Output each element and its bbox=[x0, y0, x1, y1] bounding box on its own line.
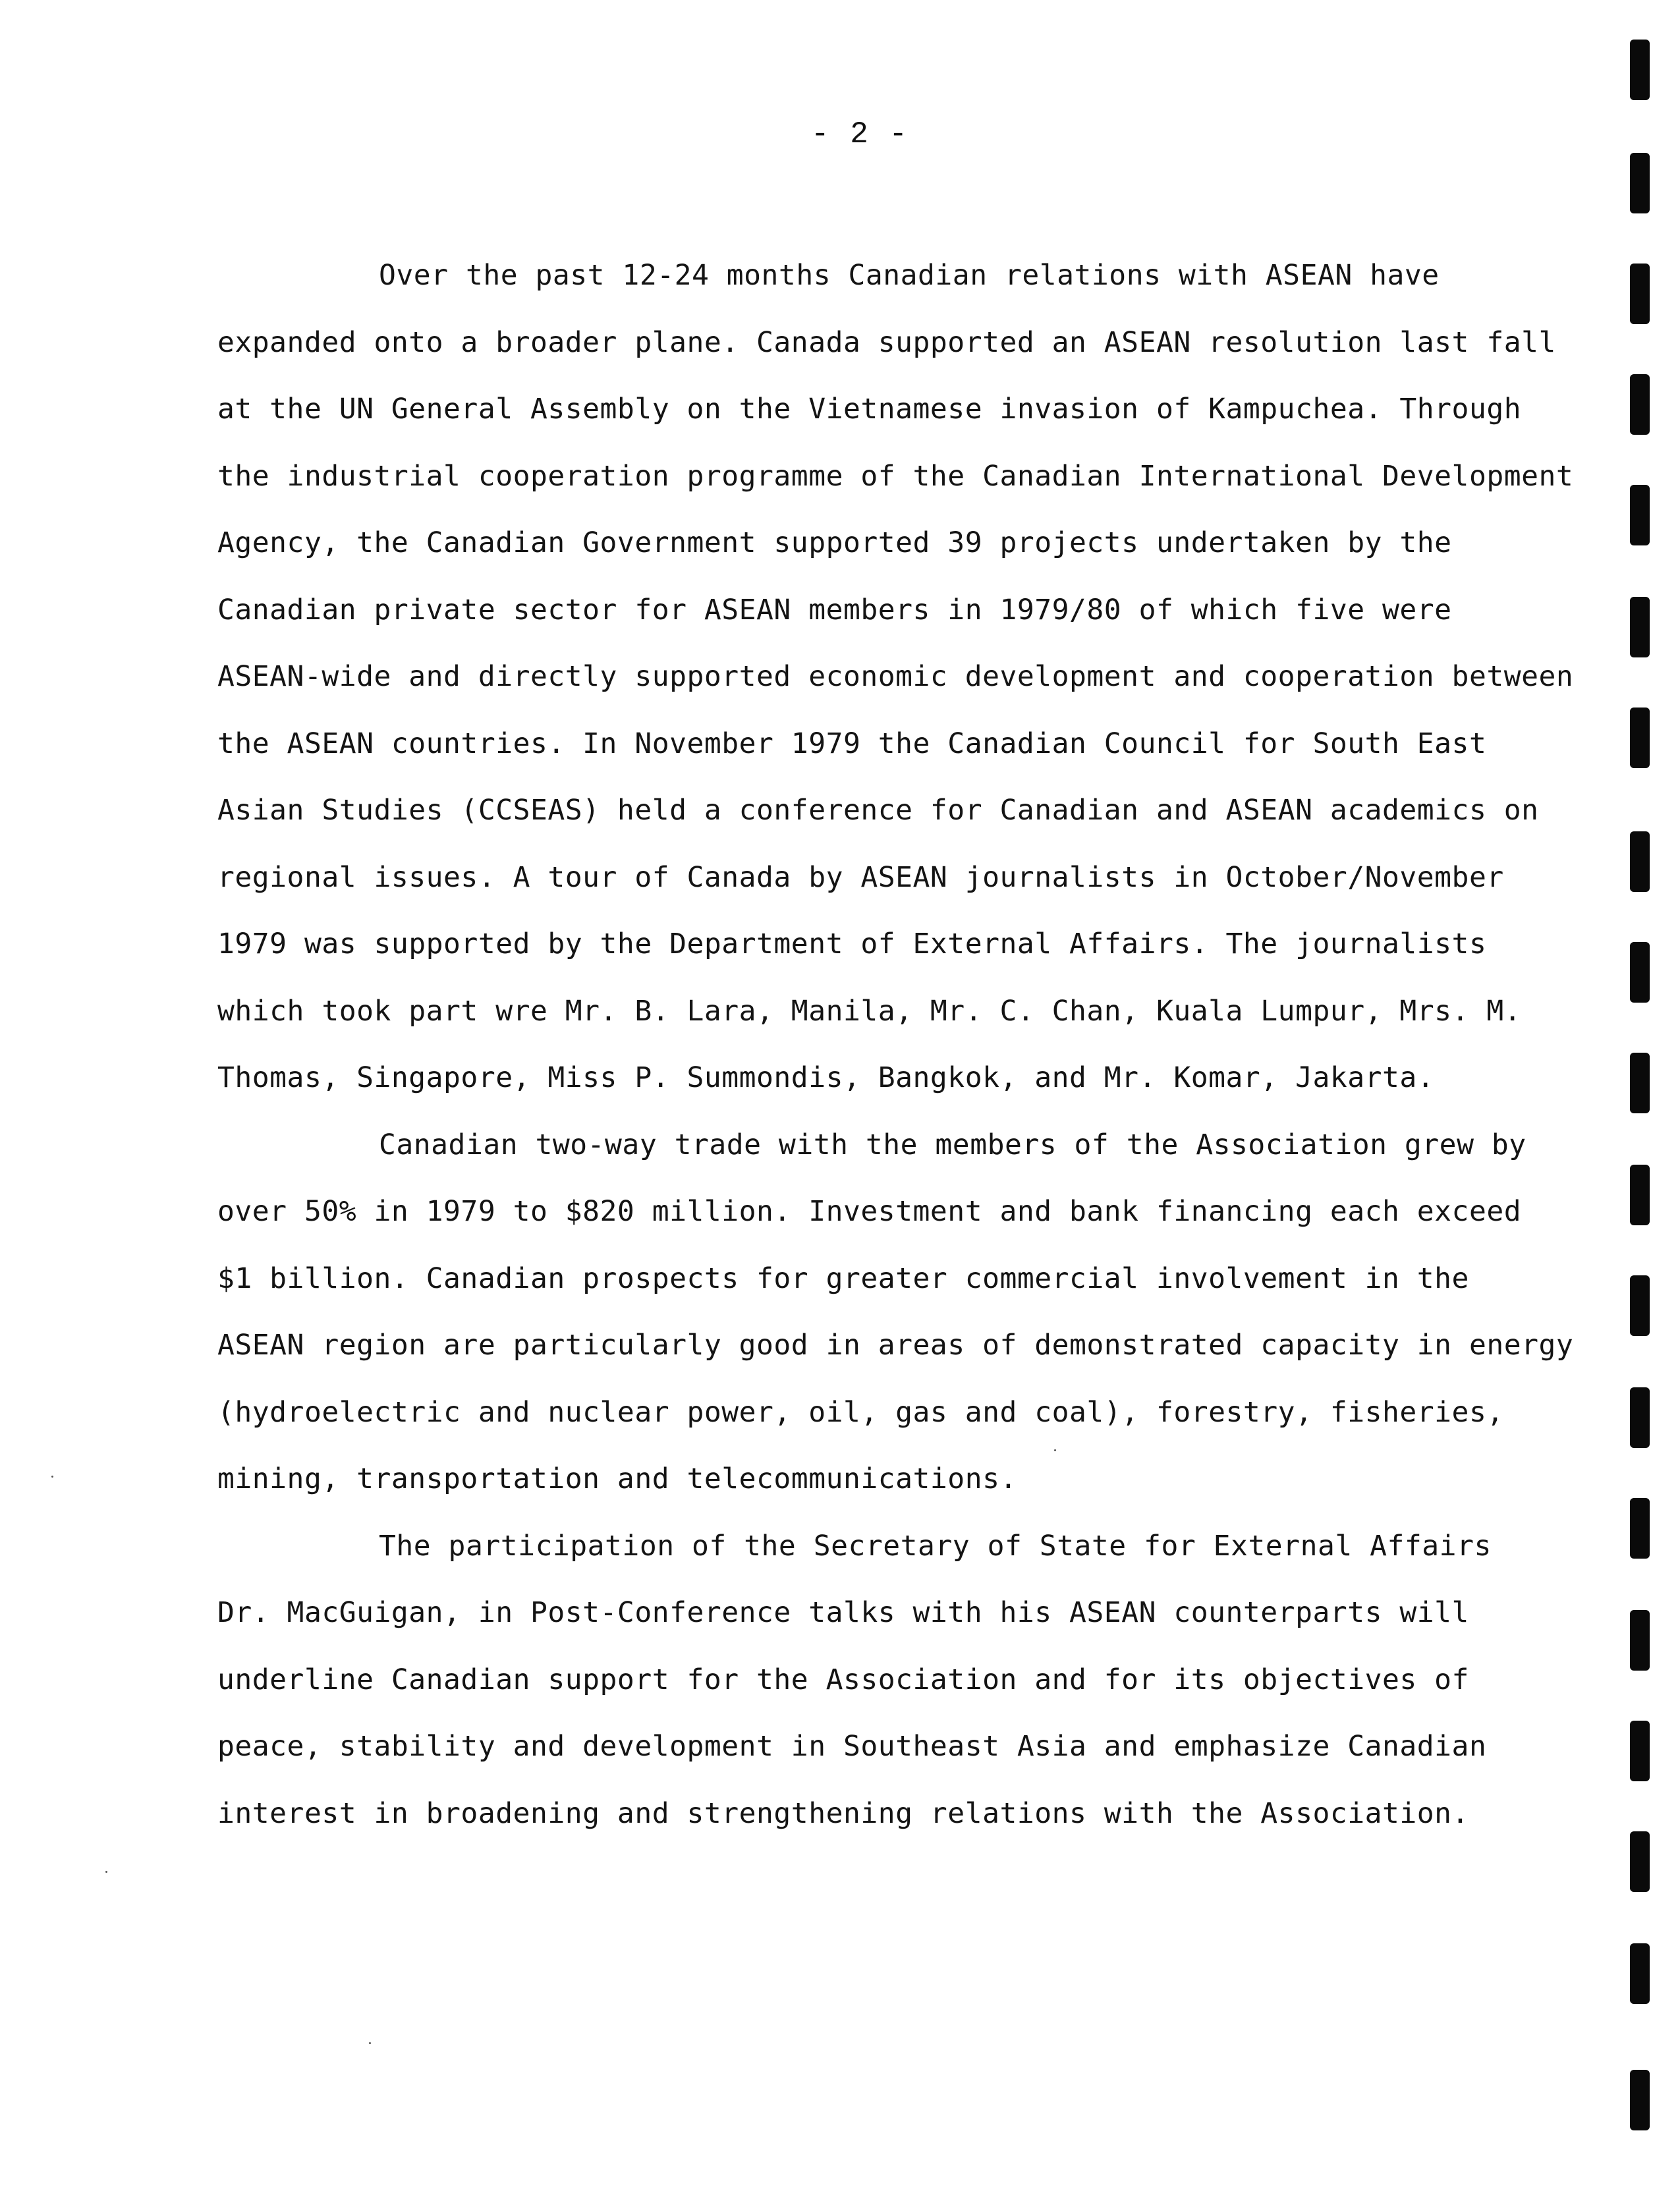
text-line: ASEAN region are particularly good in areas of demonstrated capacity in energy bbox=[217, 1329, 1574, 1362]
binding-mark bbox=[1630, 1943, 1650, 2004]
paragraph-2 bbox=[217, 1112, 1574, 1513]
binding-mark bbox=[1630, 1165, 1650, 1225]
document-body bbox=[217, 242, 1574, 1847]
text-line: Over the past 12-24 months Canadian relations with ASEAN have bbox=[379, 259, 1440, 292]
page-number: - 2 - bbox=[810, 117, 909, 152]
text-line: Thomas, Singapore, Miss P. Summondis, Bangkok, and Mr. Komar, Jakarta. bbox=[217, 1061, 1435, 1094]
text-line: The participation of the Secretary of State for External Affairs bbox=[379, 1529, 1492, 1563]
text-line: $1 billion. Canadian prospects for greater commercial involvement in the bbox=[217, 1262, 1469, 1295]
text-line: Dr. MacGuigan, in Post-Conference talks with his ASEAN counterparts will bbox=[217, 1596, 1469, 1629]
scan-speck bbox=[105, 1871, 107, 1873]
binding-mark bbox=[1630, 1498, 1650, 1559]
text-line: expanded onto a broader plane. Canada supported an ASEAN resolution last fall bbox=[217, 325, 1556, 359]
binding-mark bbox=[1630, 1387, 1650, 1448]
binding-mark bbox=[1630, 597, 1650, 657]
text-line: interest in broadening and strengthening relations with the Association. bbox=[217, 1796, 1469, 1830]
binding-mark bbox=[1630, 153, 1650, 213]
binding-mark bbox=[1630, 1275, 1650, 1336]
binding-mark bbox=[1630, 708, 1650, 768]
binding-mark bbox=[1630, 2070, 1650, 2130]
text-line: Agency, the Canadian Government supported 39 projects undertaken by the bbox=[217, 526, 1452, 559]
text-line: Asian Studies (CCSEAS) held a conference for Canadian and ASEAN academics on bbox=[217, 794, 1539, 827]
text-line: the ASEAN countries. In November 1979 the Canadian Council for South East bbox=[217, 727, 1487, 760]
binding-mark bbox=[1630, 374, 1650, 435]
scan-speck bbox=[369, 2042, 371, 2044]
text-line: Canadian two-way trade with the members of the Association grew by bbox=[379, 1128, 1526, 1161]
binding-mark bbox=[1630, 1721, 1650, 1781]
text-line: 1979 was supported by the Department of External Affairs. The journalists bbox=[217, 928, 1487, 960]
text-line: mining, transportation and telecommunications. bbox=[217, 1462, 1017, 1495]
binding-mark bbox=[1630, 1610, 1650, 1671]
text-line: regional issues. A tour of Canada by ASEAN journalists in October/November bbox=[217, 860, 1504, 894]
scan-speck bbox=[51, 1476, 53, 1478]
binding-mark bbox=[1630, 831, 1650, 892]
text-line: at the UN General Assembly on the Vietnamese invasion of Kampuchea. Through bbox=[217, 393, 1522, 426]
binding-mark bbox=[1630, 942, 1650, 1003]
text-line: underline Canadian support for the Association and for its objectives of bbox=[217, 1663, 1469, 1696]
text-line: (hydroelectric and nuclear power, oil, gas and coal), forestry, fisheries, bbox=[217, 1395, 1504, 1429]
text-line: ASEAN-wide and directly supported economic development and cooperation between bbox=[217, 660, 1574, 693]
binding-mark bbox=[1630, 485, 1650, 545]
text-line: over 50% in 1979 to $820 million. Investment and bank financing each exceed bbox=[217, 1195, 1522, 1228]
binding-mark bbox=[1630, 40, 1650, 100]
text-line: Canadian private sector for ASEAN members in 1979/80 of which five were bbox=[217, 593, 1452, 626]
binding-marks bbox=[1601, 0, 1680, 2193]
text-line: the industrial cooperation programme of the Canadian International Development bbox=[217, 459, 1574, 493]
binding-mark bbox=[1630, 1831, 1650, 1892]
paragraph-3 bbox=[217, 1513, 1522, 1848]
binding-mark bbox=[1630, 1053, 1650, 1113]
binding-mark bbox=[1630, 264, 1650, 324]
text-line: peace, stability and development in Southeast Asia and emphasize Canadian bbox=[217, 1730, 1487, 1763]
paragraph-1 bbox=[217, 242, 1574, 1112]
text-line: which took part wre Mr. B. Lara, Manila, Mr. C. Chan, Kuala Lumpur, Mrs. M. bbox=[217, 994, 1522, 1028]
scan-speck bbox=[1054, 1449, 1056, 1451]
